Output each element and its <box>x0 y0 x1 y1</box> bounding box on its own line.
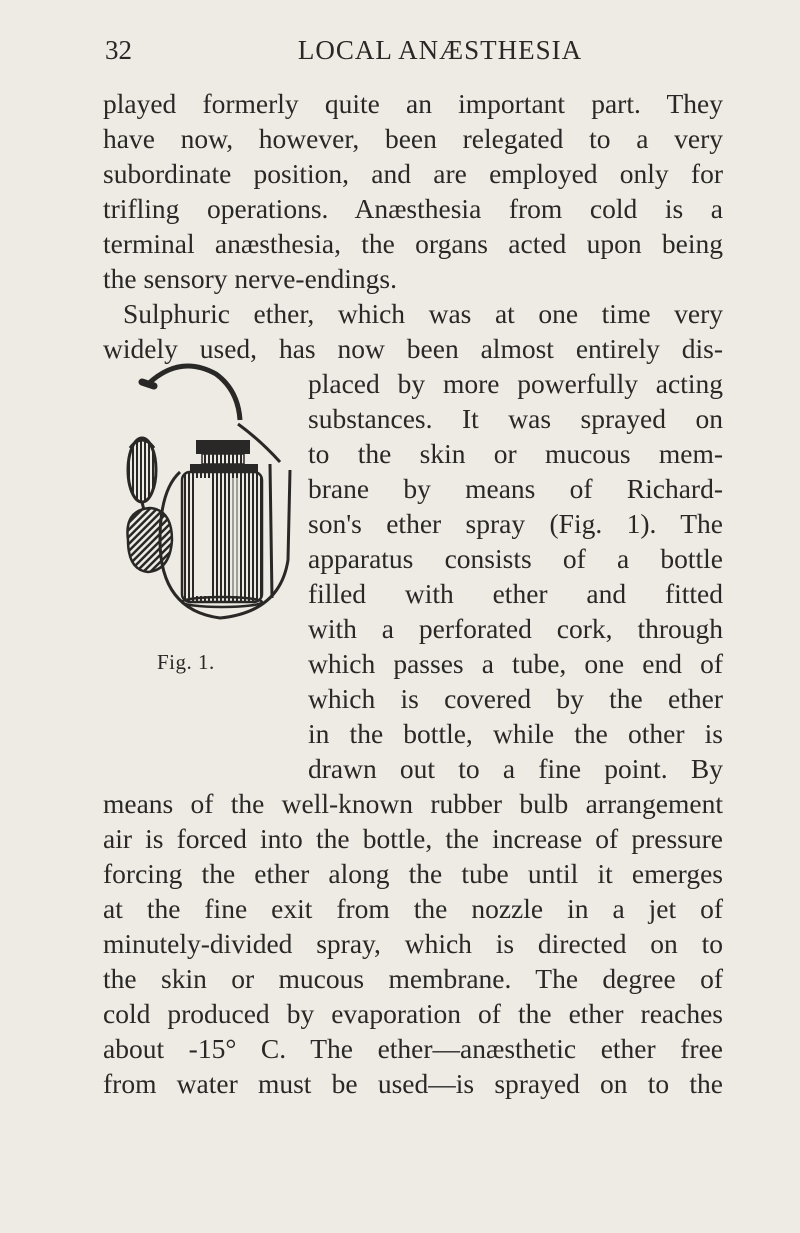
text-line: Sulphuric ether, which was at one time very <box>123 298 723 329</box>
running-head: LOCAL ANÆSTHESIA <box>297 35 583 65</box>
text-line: about -15° C. The ether—anæsthetic ether free <box>103 1033 723 1064</box>
text-line: to the skin or mucous mem- <box>308 438 723 469</box>
text-line: with a perforated cork, through <box>308 613 723 644</box>
text-line: which is covered by the ether <box>308 683 723 714</box>
text-line: means of the well-known rubber bulb arrangement <box>103 788 723 819</box>
text-line: apparatus consists of a bottle <box>308 543 723 574</box>
text-line: in the bottle, while the other is <box>308 718 723 749</box>
text-line: the skin or mucous membrane. The degree of <box>103 963 723 994</box>
text-line: the sensory nerve-endings. <box>103 263 398 294</box>
text-line: terminal anæsthesia, the organs acted upon being <box>103 228 723 259</box>
page-number: 32 <box>105 35 132 65</box>
ether-spray-illustration <box>120 360 310 630</box>
text-line: have now, however, been relegated to a very <box>103 123 723 154</box>
text-line: at the fine exit from the nozzle in a jet of <box>103 893 723 924</box>
text-line: subordinate position, and are employed only for <box>103 158 723 189</box>
text-line: son's ether spray (Fig. 1). The <box>308 508 723 539</box>
text-line: from water must be used—is sprayed on to the <box>103 1068 723 1099</box>
ether-spray-bottle-icon <box>120 360 310 630</box>
text-line: placed by more powerfully acting <box>308 368 723 399</box>
text-line: trifling operations. Anæsthesia from cold is a <box>103 193 723 224</box>
figure-caption: Fig. 1. <box>157 650 215 674</box>
text-line: widely used, has now been almost entirely dis- <box>103 333 723 364</box>
text-line: forcing the ether along the tube until it emerges <box>103 858 723 889</box>
text-line: substances. It was sprayed on <box>308 403 723 434</box>
text-line: brane by means of Richard- <box>308 473 723 504</box>
text-line: played formerly quite an important part. They <box>103 88 723 119</box>
text-line: cold produced by evaporation of the ether reaches <box>103 998 723 1029</box>
text-line: which passes a tube, one end of <box>308 648 723 679</box>
text-line: minutely-divided spray, which is directed on to <box>103 928 723 959</box>
text-line: filled with ether and fitted <box>308 578 723 609</box>
text-line: drawn out to a fine point. By <box>308 753 723 784</box>
text-line: air is forced into the bottle, the increase of pressure <box>103 823 723 854</box>
